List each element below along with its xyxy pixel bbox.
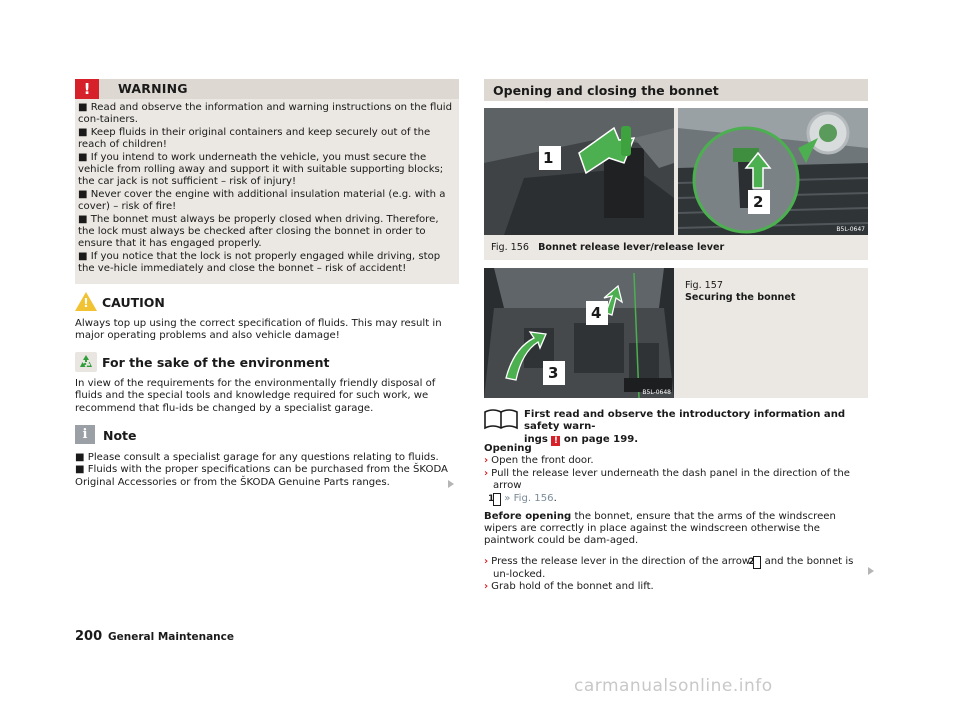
recycle-icon — [75, 352, 97, 372]
warning-title: WARNING — [118, 81, 188, 96]
figure-title: Bonnet release lever/release lever — [538, 242, 725, 253]
step-3-text: Press the release lever in the direction of the arrow — [491, 555, 751, 567]
warning-item: ■ Never cover the engine with additional insulation material (e.g. with a cover) – risk of fire! — [78, 188, 446, 213]
marker-4: 4 — [591, 304, 602, 322]
figure-label: Fig. 156 — [491, 242, 529, 253]
note-body — [75, 452, 461, 489]
section-title: Opening and closing the bonnet — [493, 83, 719, 98]
chevron-right-icon: › — [484, 467, 489, 479]
warning-body — [75, 99, 459, 276]
caution-title: CAUTION — [102, 295, 165, 310]
intro-line-2: ings — [524, 433, 548, 445]
marker-2: 2 — [753, 193, 764, 211]
marker-badge-1: 1 — [493, 493, 501, 506]
watermark: carmanualsonline.info — [574, 676, 773, 696]
chevron-right-icon: › — [484, 581, 489, 593]
chevron-right-icon: › — [484, 455, 489, 467]
warning-box — [75, 79, 459, 284]
figure-caption — [685, 280, 795, 304]
continue-icon — [868, 567, 874, 575]
opening-section — [484, 443, 870, 594]
figure-157 — [484, 268, 868, 398]
step-1-text: Open the front door. — [491, 455, 594, 467]
figure-title: Securing the bonnet — [685, 292, 796, 303]
marker-1: 1 — [543, 149, 554, 167]
caution-icon-mark: ! — [83, 296, 89, 310]
warning-item: ■ Read and observe the information and warning instructions on the fluid con-tainers. — [78, 102, 453, 126]
step-2 — [484, 468, 870, 506]
warning-item: ■ The bonnet must always be properly closed when driving. Therefore, the lock must always be checked after closing the bonnet in order to ensure that it has engaged properly. — [78, 213, 439, 250]
section-header — [484, 79, 868, 101]
warning-item: ■ If you notice that the lock is not properly engaged while driving, stop the ve-hicle immediately and close the bonnet – risk of accident! — [78, 250, 441, 275]
bonnet-release-lever-photo — [484, 108, 674, 235]
info-icon: i — [75, 425, 95, 444]
environment-title: For the sake of the environment — [102, 355, 330, 370]
securing-bonnet-photo — [484, 268, 674, 398]
figure-code: B5L-0647 — [836, 226, 865, 233]
figure-label: Fig. 157 — [685, 280, 723, 291]
marker-3: 3 — [548, 364, 559, 382]
intro-page-ref[interactable]: on page 199. — [563, 433, 639, 445]
chevron-right-icon: › — [484, 555, 489, 567]
step-4-text: Grab hold of the bonnet and lift. — [491, 581, 654, 593]
before-opening-bold: Before opening — [484, 510, 572, 522]
environment-text: In view of the requirements for the environmentally friendly disposal of fluids and the special tools and knowledge required for such work, we recommend that flu-ids be changed by a specialist garage. — [75, 378, 436, 414]
section-end-icon — [448, 480, 454, 488]
opening-heading: Opening — [484, 443, 532, 454]
figure-156 — [484, 108, 868, 260]
figure-code: B5L-0648 — [642, 389, 671, 396]
warning-header — [75, 79, 459, 99]
step-4 — [484, 581, 870, 593]
warning-item: ■ Keep fluids in their original containers and keep securely out of the reach of children! — [78, 126, 431, 151]
step-3-text-end: and the bonnet is un-locked. — [493, 555, 854, 580]
note-title: Note — [103, 428, 137, 443]
exclamation-icon: ! — [75, 79, 99, 99]
note-item: ■ Fluids with the proper specifications can be purchased from the ŠKODA Original Accessories or from the ŠKODA Genuine Parts ranges. — [75, 464, 448, 488]
intro-line-1: First read and observe the introductory information and safety warn- — [524, 409, 846, 433]
marker-badge-2: 2 — [753, 556, 761, 569]
caution-text: Always top up using the correct specification of fluids. This may result in major operating problems and also vehicle damage! — [75, 318, 442, 342]
step-2-text: Pull the release lever underneath the dash panel in the direction of the arrow — [491, 467, 850, 492]
step-3 — [484, 556, 870, 581]
note-item: ■ Please consult a specialist garage for any questions relating to fluids. — [75, 452, 439, 463]
before-opening-para — [484, 511, 870, 548]
warning-ref-icon[interactable]: ! — [551, 436, 560, 446]
release-lever-photo — [678, 108, 868, 235]
before-opening-text: the bonnet, ensure that the arms of the windscreen wipers are correctly in place against the windscreen otherwise the paintwork could be dam-aged. — [484, 510, 836, 547]
warning-item: ■ If you intend to work underneath the vehicle, you must secure the vehicle from rolling away and support it with suitable supporting blocks; the car jack is not sufficient – risk of injury! — [78, 151, 444, 188]
step-1 — [484, 455, 870, 467]
step-2-end: . — [553, 492, 557, 504]
page-number: 200 — [75, 629, 103, 644]
book-icon — [484, 408, 518, 436]
figure-caption — [491, 242, 724, 253]
intro-text — [524, 409, 864, 446]
fig-156-link[interactable]: » Fig. 156 — [504, 492, 554, 504]
footer-section: General Maintenance — [108, 631, 234, 643]
